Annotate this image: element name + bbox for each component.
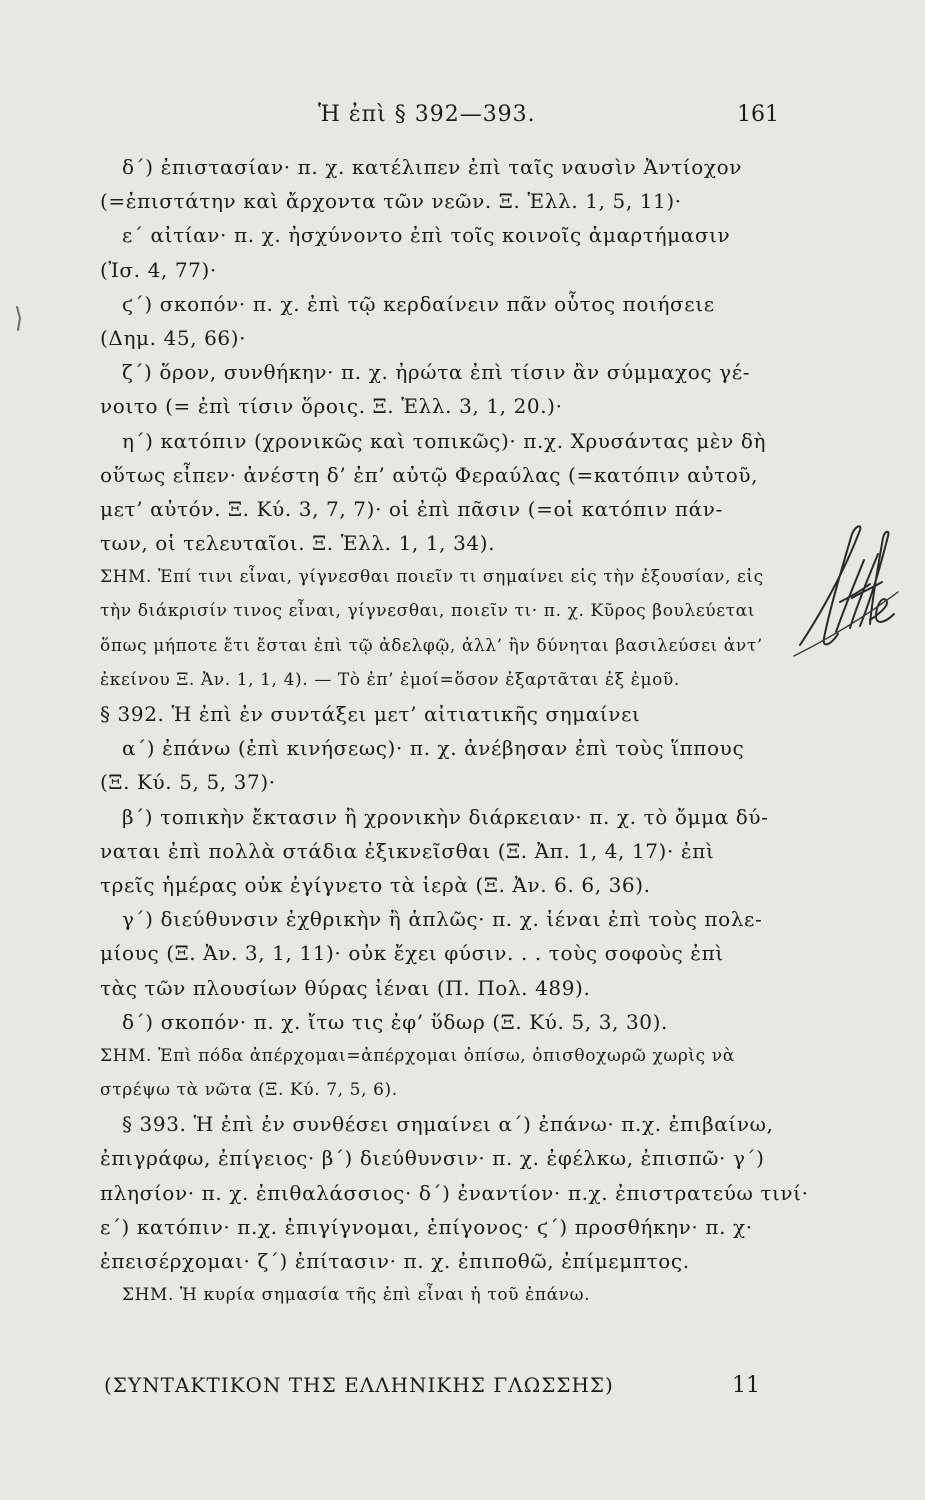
note-line: ΣΗΜ. Ἡ κυρία σημασία τῆς ἐπὶ εἶναι ἡ τοῦ ἐπάνω. [122,1285,591,1306]
text-line: ϛ΄) σκοπόν· π. χ. ἐπὶ τῷ κερδαίνειν πᾶν οὗτος ποιήσειε [122,291,715,316]
text-line: ἐπεισέρχομαι· ζ΄) ἐπίτασιν· π. χ. ἐπιποθῶ, ἐπίμεμπτος. [100,1249,690,1273]
page-footer [0,1373,925,1413]
page-body [100,150,809,1312]
text-line: δ΄) σκοπόν· π. χ. ἴτω τις ἐφ’ ὕδωρ (Ξ. Κύ. 5, 3, 30). [122,1009,668,1034]
margin-mark [14,303,24,333]
text-line: (Ἰσ. 4, 77)· [100,257,217,282]
text-line: ναται ἐπὶ πολλὰ στάδια ἐξικνεῖσθαι (Ξ. Ἀπ. 1, 4, 17)· ἐπὶ [100,838,715,863]
section-heading: § 392. Ἡ ἐπὶ ἐν συντάξει μετ’ αἰτιατικῆς σημαίνει [100,702,641,726]
note-line: στρέψω τὰ νῶτα (Ξ. Κύ. 7, 5, 6). [100,1080,398,1101]
text-line: ζ΄) ὅρον, συνθήκην· π. χ. ἠρώτα ἐπὶ τίσιν ἂν σύμμαχος γέ- [122,360,751,385]
text-line: ἐπιγράφω, ἐπίγειος· β΄) διεύθυνσιν· π. χ. ἐφέλκω, ἐπισπῶ· γ΄) [100,1146,765,1171]
note-line: ἐκείνου Ξ. Ἀν. 1, 1, 4). — Τὸ ἐπ’ ἐμοί=ὅσον ἐξαρτᾶται ἐξ ἐμοῦ. [100,669,680,690]
text-line: πλησίον· π. χ. ἐπιθαλάσσιος· δ΄) ἐναντίον· π.χ. ἐπιστρατεύω τινί· [100,1180,809,1205]
text-line: β΄) τοπικὴν ἔκτασιν ἢ χρονικὴν διάρκειαν· π. χ. τὸ ὄμμα δύ- [122,804,769,829]
page-header [0,102,925,142]
running-title: Ἡ ἐπὶ § 392—393. [318,102,536,127]
text-line: τρεῖς ἡμέρας οὐκ ἐγίγνετο τὰ ἱερὰ (Ξ. Ἀν. 6. 6, 36). [100,872,651,897]
text-line: (Δημ. 45, 66)· [100,325,247,350]
text-line: γ΄) διεύθυνσιν ἐχθρικὴν ἢ ἁπλῶς· π. χ. ἰέναι ἐπὶ τοὺς πολε- [122,907,763,932]
note-line: τὴν διάκρισίν τινος εἶναι, γίγνεσθαι, ποιεῖν τι· π. χ. Κῦρος βουλεύεται [100,601,755,622]
text-line: μετ’ αὐτόν. Ξ. Κύ. 3, 7, 7)· οἱ ἐπὶ πᾶσιν (=οἱ κατόπιν πάν- [100,496,723,521]
handwritten-margin-note [790,510,900,660]
text-line: ε΄) κατόπιν· π.χ. ἐπιγίγνομαι, ἐπίγονος· ϛ΄) προσθήκην· π. χ· [100,1214,753,1239]
text-line: η΄) κατόπιν (χρονικῶς καὶ τοπικῶς)· π.χ. Χρυσάντας μὲν δὴ [122,428,767,453]
text-line: τὰς τῶν πλουσίων θύρας ἰέναι (Π. Πολ. 489). [100,975,591,1000]
text-line: νοιτο (= ἐπὶ τίσιν ὅροις. Ξ. Ἑλλ. 3, 1, 20.)· [100,394,563,419]
page-number: 161 [737,102,779,127]
text-line: (=ἐπιστάτην καὶ ἄρχοντα τῶν νεῶν. Ξ. Ἑλλ. 1, 5, 11)· [100,189,682,214]
text-line: ε΄ αἰτίαν· π. χ. ἠσχύνοντο ἐπὶ τοῖς κοινοῖς ἁμαρτήμασιν [122,223,731,248]
text-line: α΄) ἐπάνω (ἐπὶ κινήσεως)· π. χ. ἀνέβησαν ἐπὶ τοὺς ἵππους [122,736,745,761]
signature-mark: 11 [732,1373,760,1398]
note-line: ὅπως μήποτε ἔτι ἔσται ἐπὶ τῷ ἀδελφῷ, ἀλλ’ ἢν δύνηται βασιλεύσει ἀντ’ [100,635,763,656]
note-line: ΣΗΜ. Ἐπὶ πόδα ἀπέρχομαι=ἀπέρχομαι ὀπίσω, ὀπισθοχωρῶ χωρὶς νὰ [100,1045,735,1066]
text-line: οὕτως εἶπεν· ἀνέστη δ’ ἐπ’ αὐτῷ Φεραύλας (=κατόπιν αὐτοῦ, [100,462,759,487]
book-title: (ΣΥΝΤΑΚΤΙΚΟΝ ΤΗΣ ΕΛΛΗΝΙΚΗΣ ΓΛΩΣΣΗΣ) [104,1373,614,1397]
text-line: (Ξ. Κύ. 5, 5, 37)· [100,770,276,795]
text-line: των, οἱ τελευταῖοι. Ξ. Ἑλλ. 1, 1, 34). [100,531,496,556]
section-heading: § 393. Ἡ ἐπὶ ἐν συνθέσει σημαίνει α΄) ἐπάνω· π.χ. ἐπιβαίνω, [122,1112,774,1137]
text-line: δ΄) ἐπιστασίαν· π. χ. κατέλιπεν ἐπὶ ταῖς ναυσὶν Ἀντίοχον [122,155,743,179]
text-line: μίους (Ξ. Ἀν. 3, 1, 11)· οὐκ ἔχει φύσιν. . . τοὺς σοφοὺς ἐπὶ [100,941,724,966]
note-line: ΣΗΜ. Ἐπί τινι εἶναι, γίγνεσθαι ποιεῖν τι σημαίνει εἰς τὴν ἐξουσίαν, εἰς [100,567,764,588]
